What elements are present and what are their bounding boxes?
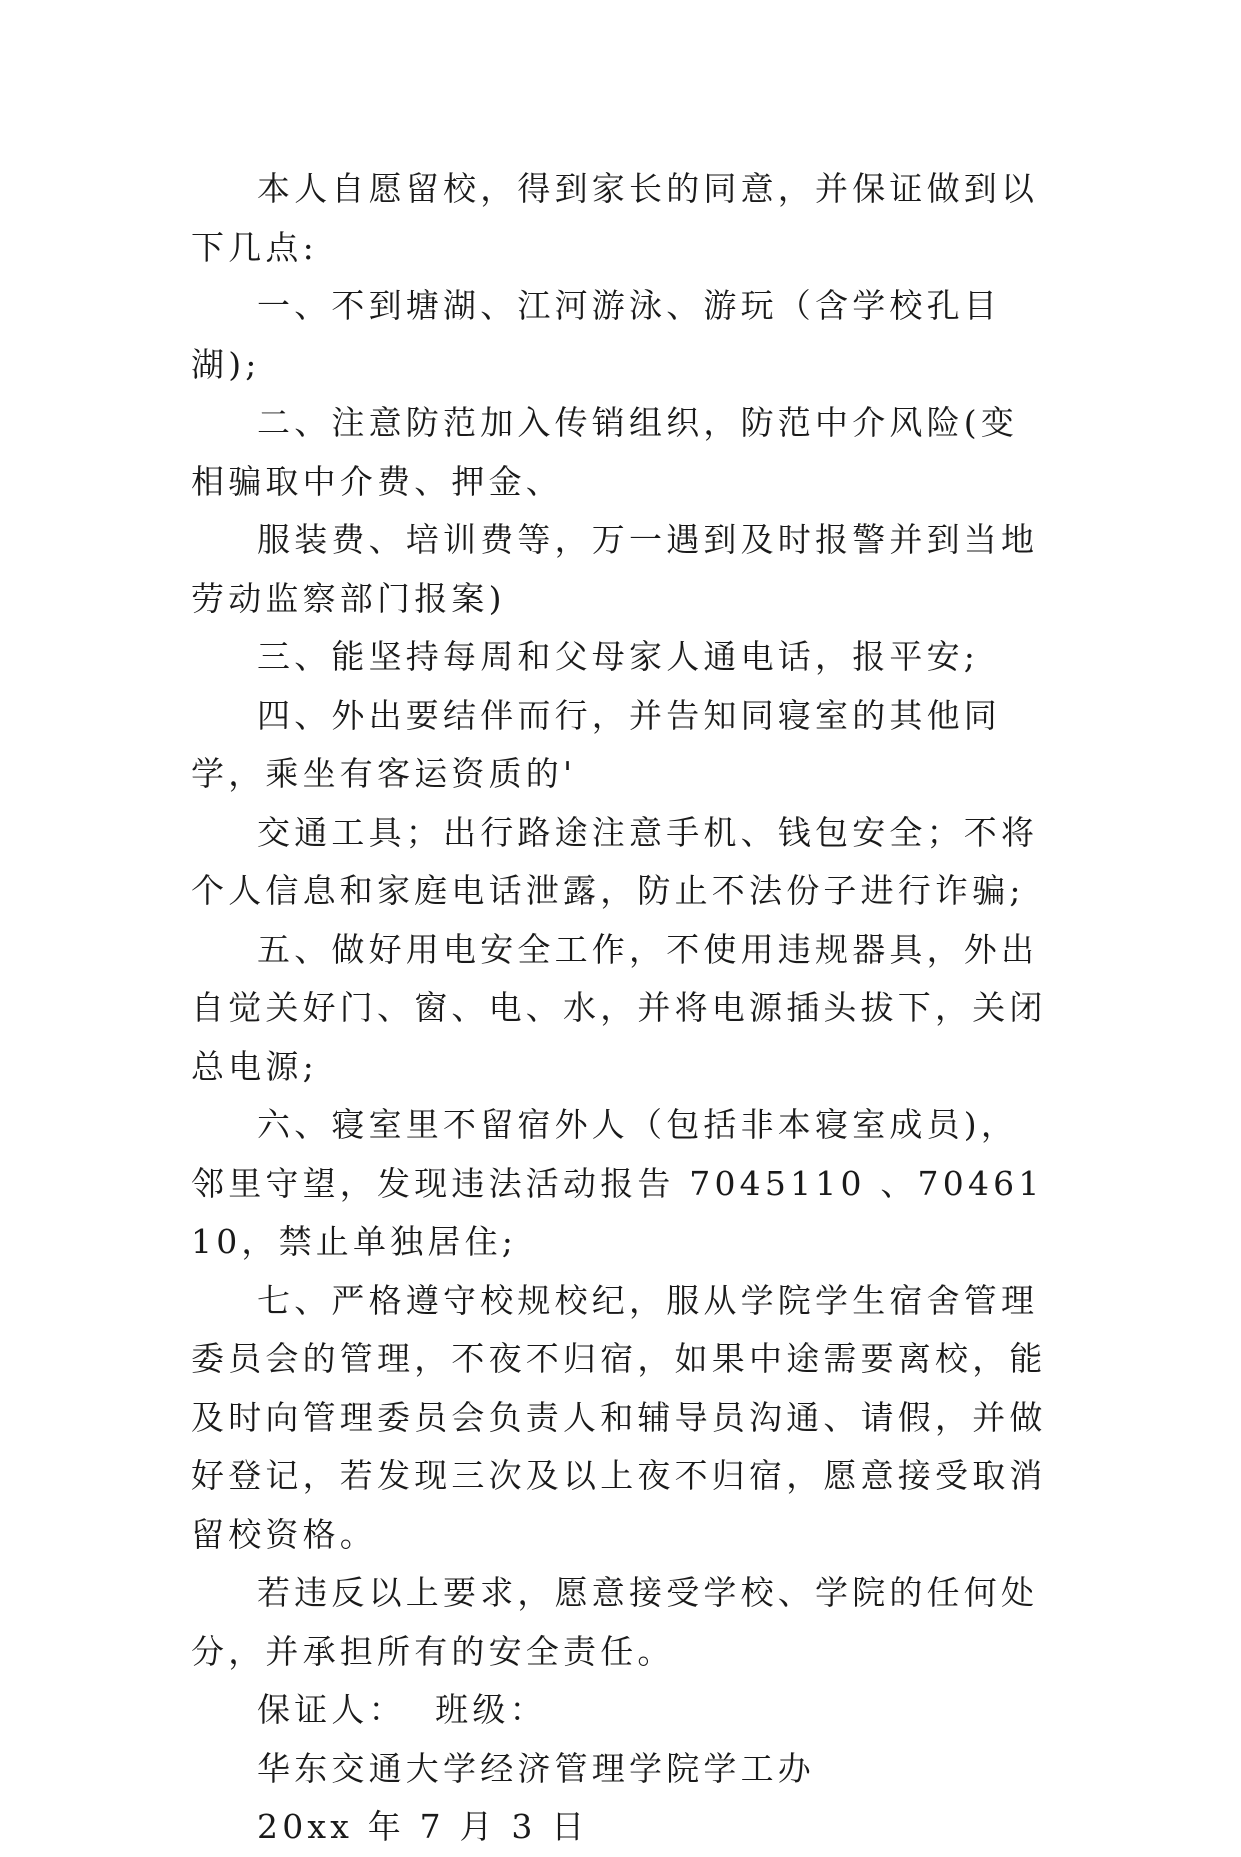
consequence-paragraph: 若违反以上要求，愿意接受学校、学院的任何处分，并承担所有的安全责任。 xyxy=(191,1573,1039,1671)
signature-line: 保证人： 班级： xyxy=(257,1690,547,1729)
date-line: 20xx 年 7 月 3 日 xyxy=(257,1807,589,1846)
issuer-line: 华东交通大学经济管理学院学工办 xyxy=(257,1748,815,1788)
rule-7-paragraph: 七、严格遵守校规校纪，服从学院学生宿舍管理委员会的管理，不夜不归宿，如果中途需要离校，能及时向管理委员会负责人和辅导员沟通、请假，并做好登记，若发现三次及以上夜不归宿，愿意接受取消留校资格。 xyxy=(191,1280,1047,1554)
rule-3-paragraph: 三、能坚持每周和父母家人通电话，报平安; xyxy=(257,637,980,676)
document-body xyxy=(191,160,1051,1857)
rule-6-paragraph: 六、寝室里不留宿外人（包括非本寝室成员)，邻里守望，发现违法活动报告 7045110 、7046110，禁止单独居住; xyxy=(191,1105,1044,1261)
rule-5-paragraph: 五、做好用电安全工作，不使用违规器具，外出自觉关好门、窗、电、水，并将电源插头拔下，关闭总电源; xyxy=(191,929,1047,1086)
intro-paragraph: 本人自愿留校，得到家长的同意，并保证做到以下几点: xyxy=(191,169,1039,267)
rule-4-continued-paragraph: 交通工具；出行路途注意手机、钱包安全；不将个人信息和家庭电话泄露，防止不法份子进行诈骗; xyxy=(191,812,1039,910)
rule-1-paragraph: 一、不到塘湖、江河游泳、游玩（含学校孔目湖); xyxy=(191,286,1001,384)
rule-2-paragraph: 二、注意防范加入传销组织，防范中介风险(变相骗取中介费、押金、 xyxy=(191,403,1019,501)
rule-2-continued-paragraph: 服装费、培训费等，万一遇到及时报警并到当地劳动监察部门报案) xyxy=(191,520,1039,618)
rule-4-paragraph: 四、外出要结伴而行，并告知同寝室的其他同学，乘坐有客运资质的' xyxy=(191,695,1001,793)
